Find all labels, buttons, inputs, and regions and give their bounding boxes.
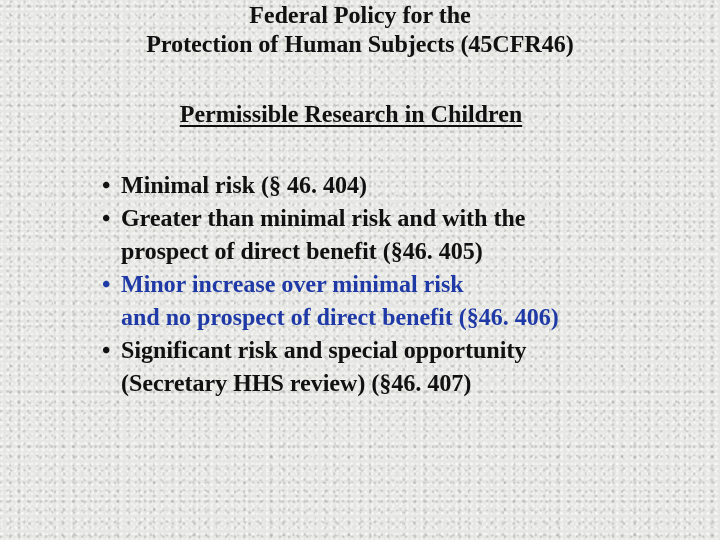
bullet-text-continued: and no prospect of direct benefit (§46. 406) — [121, 305, 559, 331]
bullet-text-continued: (Secretary HHS review) (§46. 407) — [121, 371, 472, 397]
title-line-2: Protection of Human Subjects (45CFR46) — [146, 32, 574, 58]
bullet-text-continued: prospect of direct benefit (§46. 405) — [121, 239, 483, 265]
bullet-item-significant-risk — [102, 335, 702, 401]
bullet-list — [102, 170, 702, 401]
bullet-dot-icon: • — [102, 206, 111, 232]
bullet-dot-icon: • — [102, 272, 111, 298]
bullet-text: Minimal risk (§ 46. 404) — [121, 173, 367, 199]
bullet-item-minor-increase — [102, 269, 702, 335]
bullet-dot-icon: • — [102, 338, 111, 364]
bullet-dot-icon: • — [102, 173, 111, 199]
subtitle: Permissible Research in Children — [179, 102, 523, 128]
bullet-text: Greater than minimal risk and with the — [121, 206, 526, 232]
title-line-1: Federal Policy for the — [249, 3, 471, 29]
bullet-text: Significant risk and special opportunity — [121, 338, 527, 364]
bullet-item-greater-than-minimal — [102, 203, 702, 269]
bullet-item-minimal-risk — [102, 170, 702, 203]
bullet-text: Minor increase over minimal risk — [121, 272, 464, 298]
